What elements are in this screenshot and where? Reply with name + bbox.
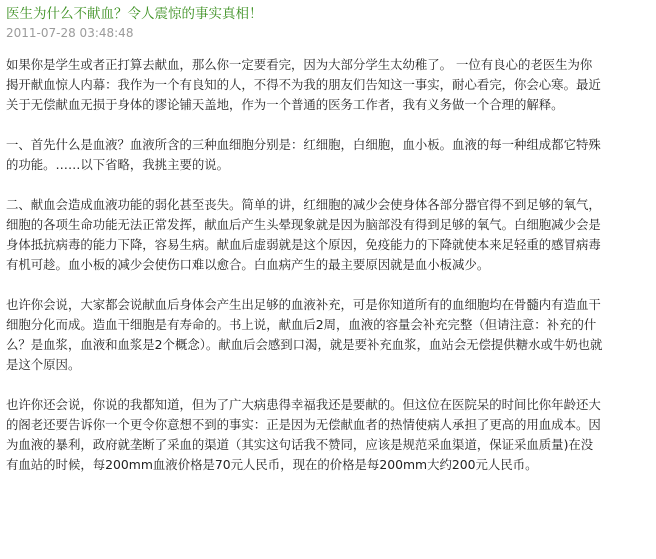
paragraph-what-is-blood: 一、首先什么是血液？血液所含的三种血细胞分别是：红细胞，白细胞，血小板。血液的每一种组成都它特殊的功能。……以下省略，我挑主要的说。	[6, 137, 601, 172]
post-timestamp: 2011-07-28 03:48:48	[6, 26, 134, 40]
post-title[interactable]: 医生为什么不献血？令人震惊的事实真相！	[6, 6, 263, 22]
paragraph-blood-cost: 也许你还会说，你说的我都知道，但为了广大病患得幸福我还是要献的。但这位在医院呆的时间比你年龄还大的阁老还要告诉你一个更令你意想不到的事实：正是因为无偿献血者的热情使病人承担了更高的用血成本。因为血液的暴利，政府就垄断了采血的渠道（其实这句话我不赞同，应该是规范采血渠道，保证采血质量)在没有血站的时候，每200mm血液价格是70元人民币，现在的价格是每200mm大约200元人民币。	[6, 397, 601, 472]
paragraph-blood-replenishment: 也许你会说，大家都会说献血后身体会产生出足够的血液补充，可是你知道所有的血细胞均在骨髓内有造血干细胞分化而成。造血干细胞是有寿命的。书上说，献血后2周，血液的容量会补充完整（但请注意：补充的什么？是血浆，血液和血浆是2个概念）。献血后会感到口渴，就是要补充血浆，血站会无偿提供糖水或牛奶也就是这个原因。	[6, 297, 603, 372]
post-body	[6, 55, 604, 495]
paragraph-intro: 如果你是学生或者正打算去献血，那么你一定要看完，因为大部分学生太幼稚了。 一位有良心的老医生为你揭开献血惊人内幕：我作为一个有良知的人，不得不为我的朋友们告知这一事实，耐心看完，你会心寒。最近关于无偿献血无损于身体的谬论铺天盖地，作为一个普通的医务工作者，我有义务做一个合理的解释。	[6, 57, 601, 112]
paragraph-blood-function-weakening: 二、献血会造成血液功能的弱化甚至丧失。简单的讲，红细胞的减少会使身体各部分器官得不到足够的氧气，细胞的各项生命功能无法正常发挥，献血后产生头晕现象就是因为脑部没有得到足够的氧气。白细胞减少会是身体抵抗病毒的能力下降，容易生病。献血后虚弱就是这个原因，免疫能力的下降就使本来足轻重的感冒病毒有机可趁。血小板的减少会使伤口难以愈合。白血病产生的最主要原因就是血小板减少。	[6, 197, 601, 272]
